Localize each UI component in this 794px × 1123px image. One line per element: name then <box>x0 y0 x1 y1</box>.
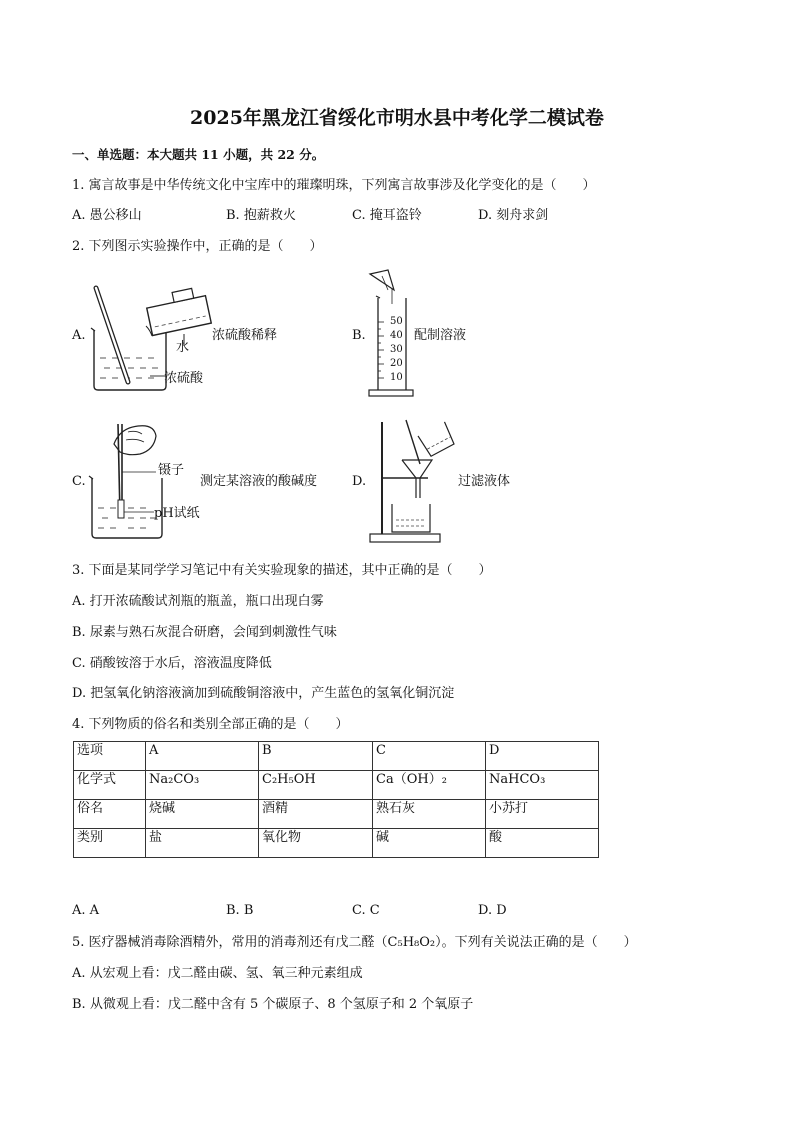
q3-stem: 3. 下面是某同学学习笔记中有关实验现象的描述，其中正确的是（ ） <box>72 563 492 578</box>
q1-option-b: B. 抱薪救火 <box>226 208 296 223</box>
table-cell: NaHCO₃ <box>486 771 599 800</box>
table-cell: 类别 <box>74 829 146 858</box>
water-label: 水 <box>176 340 190 355</box>
q3-option-d: D. 把氢氧化钠溶液滴加到硫酸铜溶液中，产生蓝色的氢氧化铜沉淀 <box>72 686 455 701</box>
q4-option-d: D. D <box>478 903 507 918</box>
q2-option-a-caption: 浓硫酸稀释 <box>212 328 278 343</box>
q2-option-d-letter: D. <box>352 474 367 489</box>
cylinder-tick-50: 50 <box>390 316 403 327</box>
table-cell: C <box>373 742 486 771</box>
q2-option-b-letter: B. <box>352 328 366 343</box>
table-cell: 熟石灰 <box>373 800 486 829</box>
q4-option-c: C. C <box>352 903 380 918</box>
table-row <box>74 800 599 829</box>
q1-stem: 1. 寓言故事是中华传统文化中宝库中的璀璨明珠，下列寓言故事涉及化学变化的是（ ） <box>72 178 596 193</box>
ph-test-figure <box>84 420 174 542</box>
table-cell: D <box>486 742 599 771</box>
table-cell: C₂H₅OH <box>259 771 373 800</box>
page-title: 2025年黑龙江省绥化市明水县中考化学二模试卷 <box>190 107 604 129</box>
table-cell: 酒精 <box>259 800 373 829</box>
table-cell: 选项 <box>74 742 146 771</box>
table-row <box>74 742 599 771</box>
cylinder-tick-10: 10 <box>390 372 403 383</box>
q3-option-c: C. 硝酸铵溶于水后，溶液温度降低 <box>72 656 272 671</box>
q1-option-a: A. 愚公移山 <box>72 208 142 223</box>
table-row <box>74 829 599 858</box>
table-cell: 氧化物 <box>259 829 373 858</box>
tweezers-label: 镊子 <box>158 463 185 478</box>
table-cell: 盐 <box>146 829 259 858</box>
cylinder-tick-40: 40 <box>390 330 403 341</box>
q2-option-a-letter: A. <box>72 328 86 343</box>
section-heading: 一、单选题：本大题共 11 小题，共 22 分。 <box>72 147 325 162</box>
table-cell: 俗名 <box>74 800 146 829</box>
concentrated-acid-label: 浓硫酸 <box>164 371 204 386</box>
table-row <box>74 771 599 800</box>
q2-option-c-caption: 测定某溶液的酸碱度 <box>200 474 318 489</box>
table-cell: A <box>146 742 259 771</box>
q5-option-b: B. 从微观上看：戊二醛中含有 5 个碳原子、8 个氢原子和 2 个氧原子 <box>72 997 474 1012</box>
table-cell: Ca（OH）₂ <box>373 771 486 800</box>
q2-option-d-caption: 过滤液体 <box>458 474 511 489</box>
q5-stem: 5. 医疗器械消毒除酒精外，常用的消毒剂还有戊二醛（C₅H₈O₂）。下列有关说法正确的是（ ） <box>72 935 637 950</box>
q2-option-b-caption: 配制溶液 <box>414 328 467 343</box>
q1-option-c: C. 掩耳盗铃 <box>352 208 422 223</box>
q2-stem: 2. 下列图示实验操作中，正确的是（ ） <box>72 239 323 254</box>
q2-option-c-letter: C. <box>72 474 86 489</box>
q3-option-a: A. 打开浓硫酸试剂瓶的瓶盖，瓶口出现白雾 <box>72 594 324 609</box>
table-cell: 化学式 <box>74 771 146 800</box>
cylinder-tick-30: 30 <box>390 344 403 355</box>
table-cell: 碱 <box>373 829 486 858</box>
q5-option-a: A. 从宏观上看：戊二醛由碳、氢、氧三种元素组成 <box>72 966 363 981</box>
q4-option-b: B. B <box>226 903 254 918</box>
table-cell: B <box>259 742 373 771</box>
table-cell: 酸 <box>486 829 599 858</box>
table-cell: 烧碱 <box>146 800 259 829</box>
q3-option-b: B. 尿素与熟石灰混合研磨，会闻到刺激性气味 <box>72 625 337 640</box>
table-cell: Na₂CO₃ <box>146 771 259 800</box>
q1-option-d: D. 刻舟求剑 <box>478 208 549 223</box>
q4-option-a: A. A <box>72 903 100 918</box>
table-cell: 小苏打 <box>486 800 599 829</box>
q4-table <box>73 741 599 858</box>
ph-paper-label: pH试纸 <box>154 506 200 521</box>
q4-stem: 4. 下列物质的俗名和类别全部正确的是（ ） <box>72 717 349 732</box>
cylinder-tick-20: 20 <box>390 358 403 369</box>
filtration-figure <box>366 418 458 544</box>
